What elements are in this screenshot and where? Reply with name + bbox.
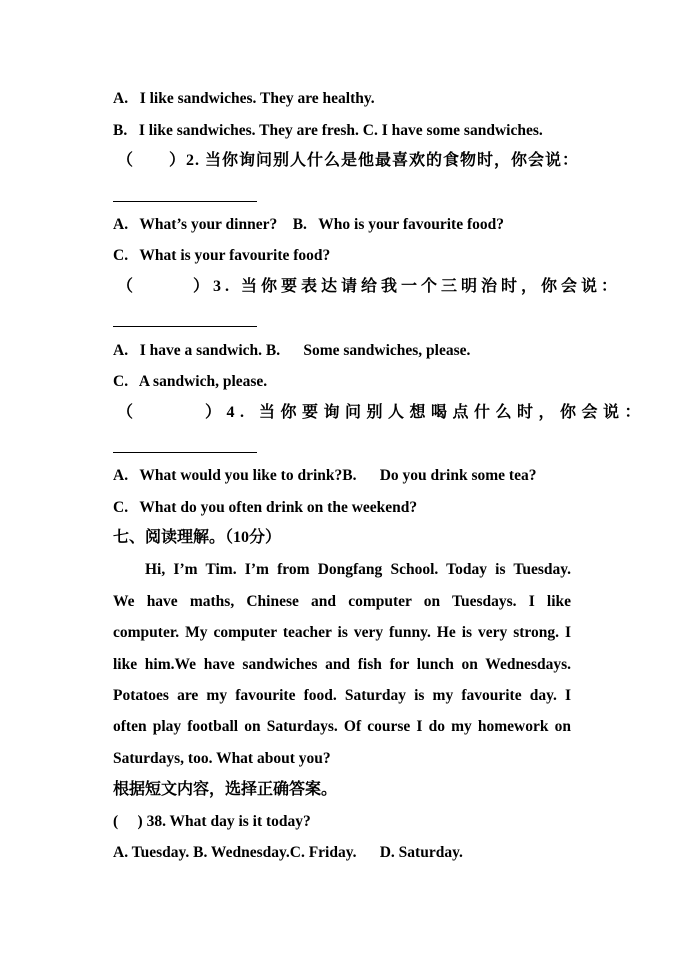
- q1-option-a: A. I like sandwiches. They are healthy.: [113, 90, 375, 107]
- q3-options-ab: A. I have a sandwich. B. Some sandwiches, please.: [113, 342, 471, 359]
- passage-line-2: We have maths, Chinese and computer on Tuesdays. I like: [113, 593, 571, 610]
- q2-option-c: C. What is your favourite food?: [113, 247, 331, 264]
- passage-line-5: Potatoes are my favourite food. Saturday is my favourite day. I: [113, 687, 571, 704]
- passage-line-3: computer. My computer teacher is very funny. He is very strong. I: [113, 624, 571, 641]
- q38-stem: ( ) 38. What day is it today?: [113, 813, 311, 830]
- q2-answer-line: [113, 201, 257, 202]
- q1-option-b-c: B. I like sandwiches. They are fresh. C. I have some sandwiches.: [113, 122, 543, 139]
- q2-stem: （ ）2. 当你询问别人什么是他最喜欢的食物时，你会说：: [117, 152, 580, 169]
- q3-answer-line: [113, 326, 257, 327]
- q3-option-c: C. A sandwich, please.: [113, 373, 268, 390]
- passage-line-1: Hi, I’m Tim. I’m from Dongfang School. Today is Tuesday.: [145, 561, 571, 578]
- q2-options-ab: A. What’s your dinner? B. Who is your favourite food?: [113, 216, 504, 233]
- q4-options-ab: A. What would you like to drink?B. Do you drink some tea?: [113, 467, 537, 484]
- q4-answer-line: [113, 452, 257, 453]
- section7-heading: 七、阅读理解。（10分）: [113, 529, 282, 546]
- passage-line-7: Saturdays, too. What about you?: [113, 750, 331, 767]
- q4-stem: （ ）4. 当你要询问别人想喝点什么时，你会说：: [117, 404, 647, 421]
- passage-line-4: like him.We have sandwiches and fish for lunch on Wednesdays.: [113, 656, 571, 673]
- passage-line-6: often play football on Saturdays. Of course I do my homework on: [113, 718, 571, 735]
- q4-option-c: C. What do you often drink on the weekend?: [113, 499, 418, 516]
- q38-options: A. Tuesday. B. Wednesday.C. Friday. D. Saturday.: [113, 844, 463, 861]
- q3-stem: （ ）3. 当你要表达请给我一个三明治时，你会说：: [117, 278, 622, 295]
- reading-instruction: 根据短文内容，选择正确答案。: [113, 781, 338, 798]
